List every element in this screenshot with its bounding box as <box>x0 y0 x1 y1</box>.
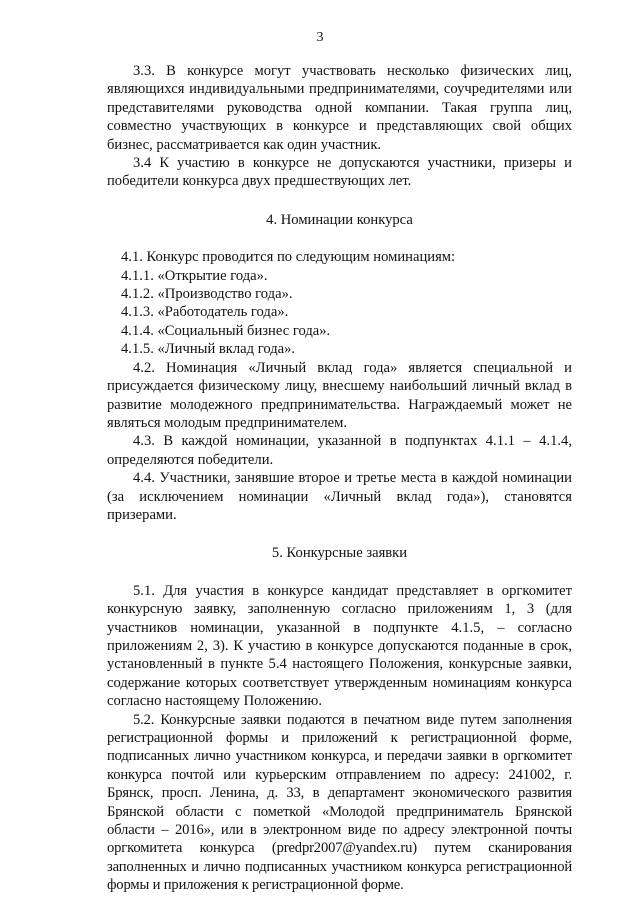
paragraph-4-4: 4.4. Участники, занявшие второе и третье места в каждой номинации (за исключением номинации «Личный вклад года»), становятся призерами. <box>107 470 572 523</box>
paragraph-4-1: 4.1. Конкурс проводится по следующим номинациям: <box>121 249 456 266</box>
paragraph-5-2: 5.2. Конкурсные заявки подаются в печатном виде путем заполнения регистрационной формы и приложений к регистрационной форме, подписанных лично участником конкурса, и передачи заявки в оргкомитет конкурса почтой или курьерским отправлением по адресу: 241002, г. Брянск, просп. Ленина, д. 33, в департамент экономического развития Брянской области с пометкой «Молодой предприниматель Брянской области – 2016», или в электронном виде по адресу электронной почты оргкомитета конкурса (predpr2007@yandex.ru) путем сканирования заполненных и лично подписанных участником конкурса регистрационной формы и приложения к регистрационной форме. <box>107 711 572 894</box>
section-heading-4: 4. Номинации конкурса <box>266 211 413 228</box>
paragraph-4-3: 4.3. В каждой номинации, указанной в подпунктах 4.1.1 – 4.1.4, определяются победители. <box>107 433 572 468</box>
nomination-item: 4.1.2. «Производство года». <box>121 286 293 303</box>
paragraph-3-3: 3.3. В конкурсе могут участвовать несколько физических лиц, являющихся индивидуальными предпринимателями, соучредителями или представителями руководства одной компании. Такая группа лиц, совместно участвующих в конкурсе и представляющих свой общих бизнес, рассматривается как один участник. <box>107 63 572 153</box>
nomination-item: 4.1.5. «Личный вклад года». <box>121 341 296 358</box>
paragraph-5-1: 5.1. Для участия в конкурсе кандидат представляет в оргкомитет конкурсную заявку, заполненную согласно приложениям 1, 3 (для участников номинации, указанной в подпункте 4.1.5, – согласно приложениям 2, 3). К участию в конкурсе допускаются поданные в срок, установленный в пункте 5.4 настоящего Положения, конкурсные заявки, содержание которых соответствует утвержденным номинациям конкурса согласно настоящему Положению. <box>107 582 572 710</box>
paragraph-3-4: 3.4 К участию в конкурсе не допускаются участники, призеры и победители конкурса двух предшествующих лет. <box>107 155 572 190</box>
nomination-item: 4.1.4. «Социальный бизнес года». <box>121 322 331 339</box>
nomination-item: 4.1.3. «Работодатель года». <box>121 304 289 321</box>
paragraph-4-2: 4.2. Номинация «Личный вклад года» является специальной и присуждается физическому лицу, внесшему наибольший личный вклад в развитие молодежного предпринимательства. Награждаемый может не являться молодым предпринимателем. <box>107 359 572 431</box>
nomination-item: 4.1.1. «Открытие года». <box>121 267 268 284</box>
document-body <box>107 62 572 895</box>
section-heading-5: 5. Конкурсные заявки <box>271 545 408 562</box>
page-number: 3 <box>316 30 324 45</box>
